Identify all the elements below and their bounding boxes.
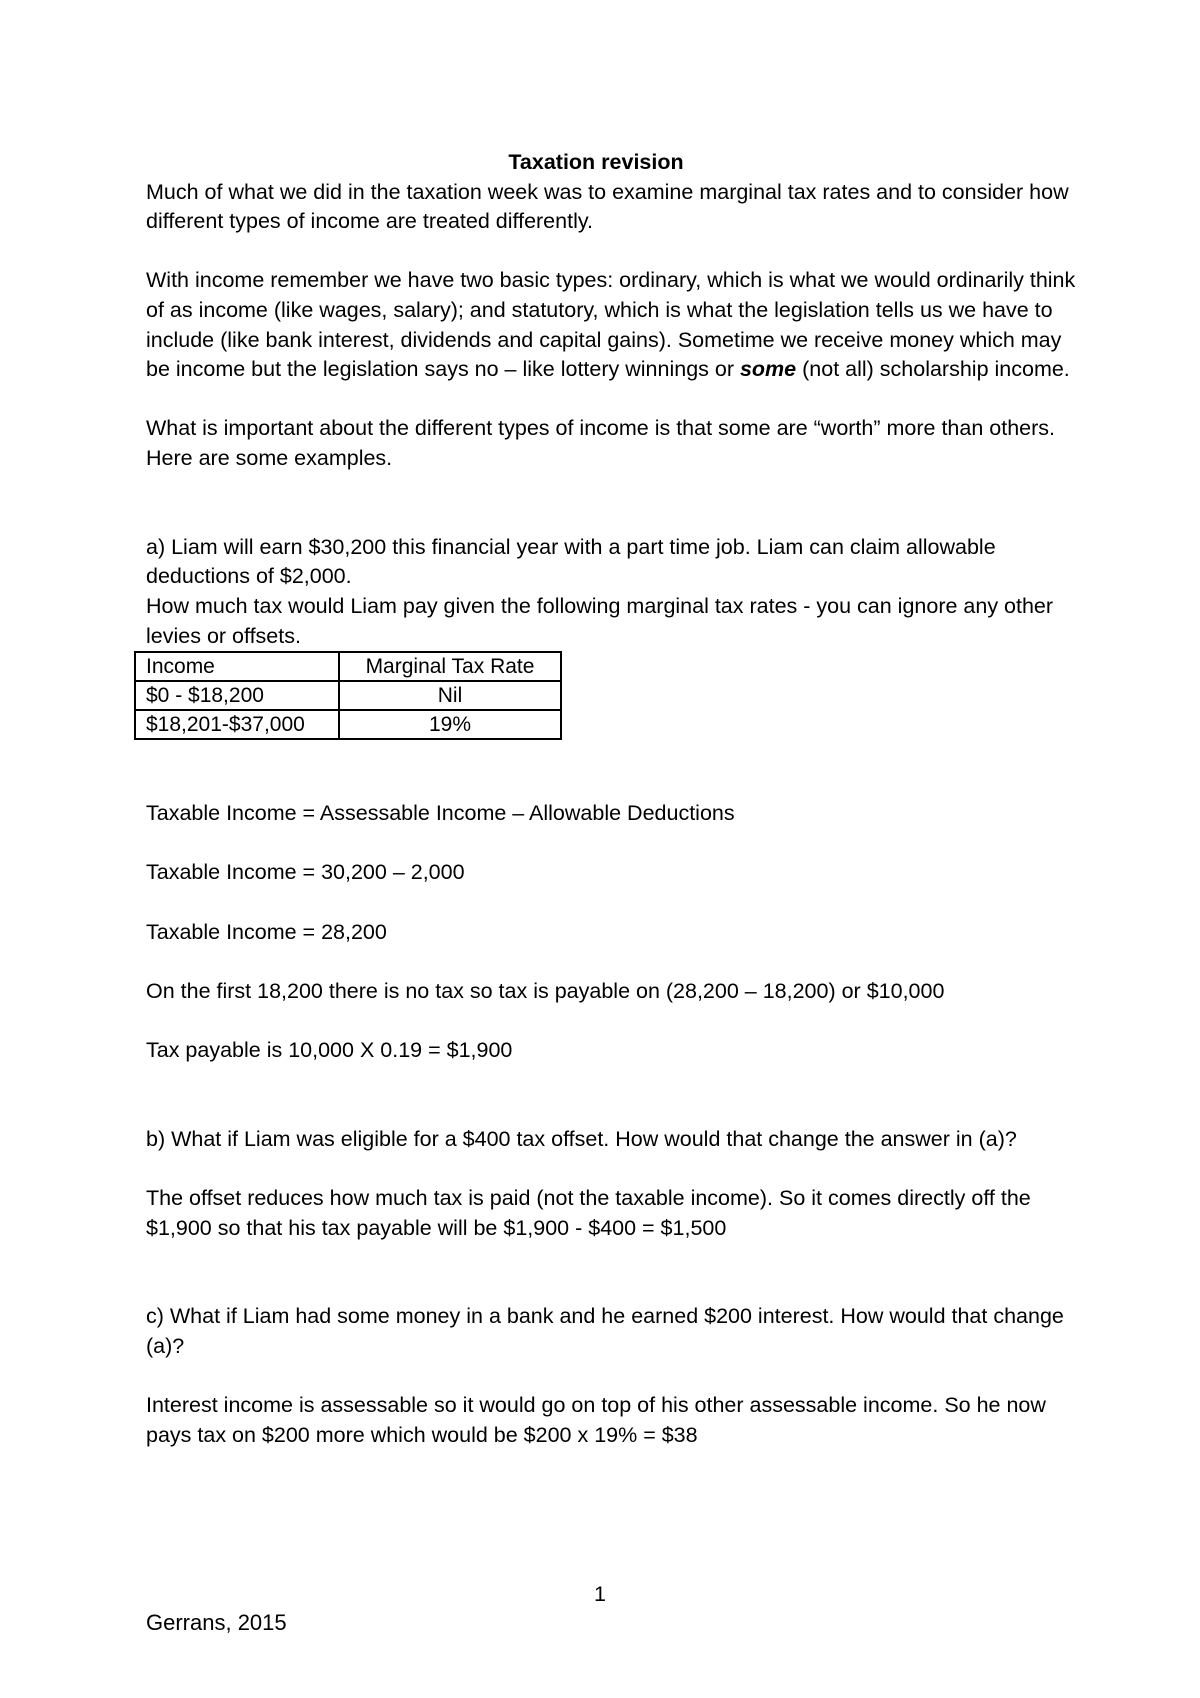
intro-2-text-before: With income remember we have two basic types: ordinary, which is what we would ordinarily think of as income (like wages, salary); and statutory, which is what the legislation tells us we have to include (like bank interest, dividends and capital gains). Sometime we receive money which may be income but the legislation says no – like lottery winnings or xyxy=(146,268,1076,382)
table-cell-income: $0 - $18,200 xyxy=(135,681,339,710)
intro-paragraph-1: Much of what we did in the taxation week was to examine marginal tax rates and to consider how different types of income are treated differently. xyxy=(146,179,1069,234)
page-number: 1 xyxy=(594,1582,606,1606)
intro-paragraph-2 xyxy=(146,266,1076,384)
table-header-rate: Marginal Tax Rate xyxy=(339,652,561,681)
answer-a-line-3: Taxable Income = 28,200 xyxy=(146,919,387,944)
document-title: Taxation revision xyxy=(508,150,684,174)
table-header-income: Income xyxy=(135,652,339,681)
question-b-text: b) What if Liam was eligible for a $400 tax offset. How would that change the answer in (a)? xyxy=(146,1126,1017,1151)
question-c-text: c) What if Liam had some money in a bank and he earned $200 interest. How would that change (a)? xyxy=(146,1304,1064,1358)
table-row xyxy=(135,710,561,739)
answer-a-line-1: Taxable Income = Assessable Income – Allowable Deductions xyxy=(146,801,735,826)
table-cell-rate: Nil xyxy=(339,681,561,710)
answer-a-line-5: Tax payable is 10,000 X 0.19 = $1,900 xyxy=(146,1038,513,1063)
intro-2-text-after: (not all) scholarship income. xyxy=(796,357,1070,382)
answer-b-text: The offset reduces how much tax is paid (not the taxable income). So it comes directly off the $1,900 so that his tax payable will be $1,900 - $400 = $1,500 xyxy=(146,1186,1031,1240)
table-cell-income: $18,201-$37,000 xyxy=(135,710,339,739)
answer-c-text: Interest income is assessable so it would go on top of his other assessable income. So he now pays tax on $200 more which would be $200 x 19% = $38 xyxy=(146,1393,1046,1447)
emphasis-some: some xyxy=(739,357,797,382)
table-row xyxy=(135,681,561,710)
intro-paragraph-3: What is important about the different types of income is that some are “worth” more than others. Here are some examples. xyxy=(146,416,1056,470)
marginal-tax-rate-table xyxy=(134,651,562,740)
answer-a-line-2: Taxable Income = 30,200 – 2,000 xyxy=(146,860,465,885)
answer-a-line-4: On the first 18,200 there is no tax so tax is payable on (28,200 – 18,200) or $10,000 xyxy=(146,978,945,1003)
table-cell-rate: 19% xyxy=(339,710,561,739)
document-page xyxy=(146,148,1076,1450)
table-header-row xyxy=(135,652,561,681)
question-a-text: a) Liam will earn $30,200 this financial year with a part time job. Liam can claim allowable deductions of $2,000. xyxy=(146,534,996,589)
question-a-instructions: How much tax would Liam pay given the following marginal tax rates - you can ignore any other levies or offsets. xyxy=(146,593,1054,648)
footer-text: Gerrans, 2015 xyxy=(146,1610,287,1635)
